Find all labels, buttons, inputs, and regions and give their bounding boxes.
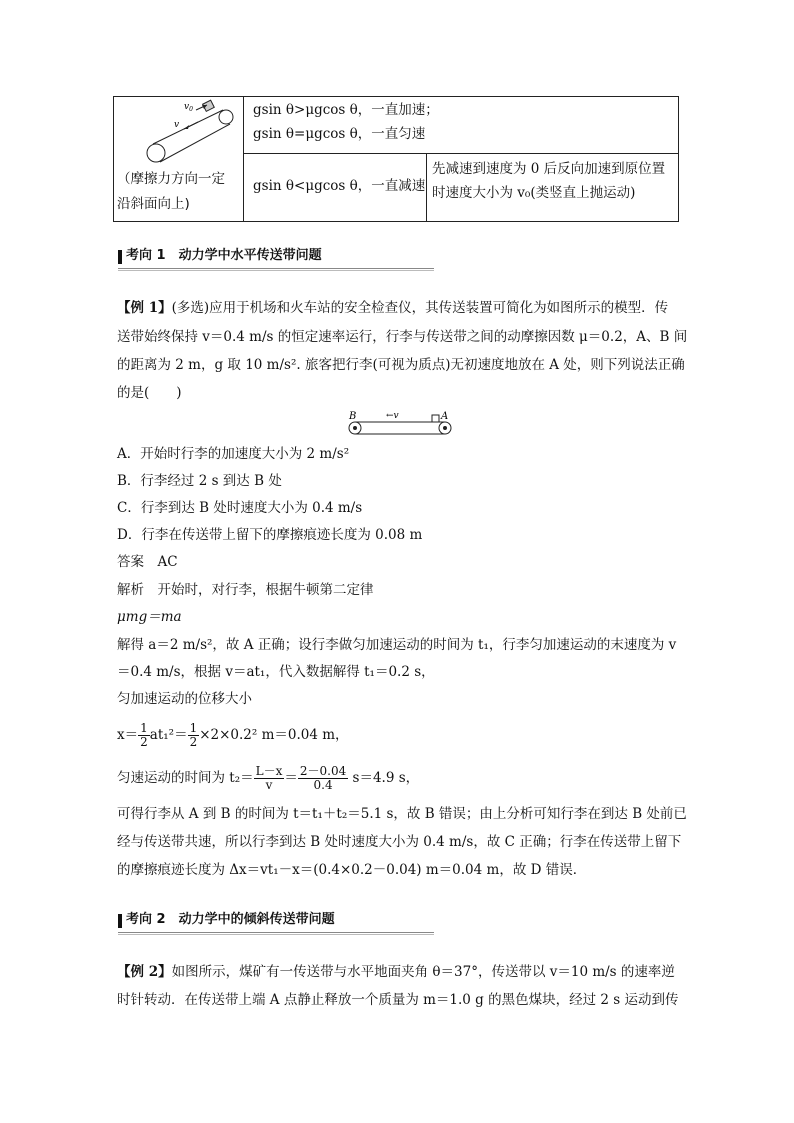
- fig-label-A: A: [441, 411, 449, 422]
- example1-line2: 送带始终保持 v＝0.4 m/s 的恒定速率运行，行李与传送带之间的动摩擦因数 μ＝0.2，A、B 间: [117, 329, 688, 345]
- conclusion-line2: 经与传送带共速，所以行李到达 B 处时速度大小为 0.4 m/s，故 C 正确；行李在传送带上留下: [117, 834, 682, 850]
- equation-x: x＝ $\frac{1}{2}$ at₁²＝ $\frac{1}{2}$ ×2×0.2² m＝0.04 m，: [117, 721, 349, 749]
- row1-condition: gsin θ>μgcos θ，一直加速； gsin θ=μgcos θ，一直匀速: [253, 102, 439, 142]
- fig-label-v: ←v: [386, 411, 399, 421]
- option-d: D．行李在传送带上留下的摩擦痕迹长度为 0.08 m: [117, 527, 423, 543]
- fig-v-label: v: [174, 120, 180, 130]
- fig-label-B: B: [349, 411, 357, 422]
- fig-v0-label: $v_0$: [184, 102, 193, 113]
- analysis-line3: 解得 a＝2 m/s²，故 A 正确；设行李做匀加速运动的时间为 t₁，行李匀加速运动的末速度为 v: [117, 637, 677, 653]
- left-caption: （摩擦力方向一定 沿斜面向上): [117, 171, 225, 212]
- analysis-line2: μmg＝ma: [117, 609, 182, 625]
- example2-line2: 时针转动．在传送带上端 A 点静止释放一个质量为 m＝1.0 g 的黑色煤块，经过 2 s 运动到传: [117, 992, 679, 1008]
- analysis-line5: 匀加速运动的位移大小: [117, 691, 252, 707]
- answer: 答案 AC: [117, 554, 178, 570]
- example2-label: 【例 2】: [117, 964, 172, 980]
- option-b: B．行李经过 2 s 到达 B 处: [117, 473, 282, 489]
- section-header-1: 考向 1 动力学中水平传送带问题: [118, 246, 434, 270]
- horizontal-belt-figure: [346, 408, 456, 438]
- section-header-2: 考向 2 动力学中的倾斜传送带问题: [118, 910, 434, 934]
- option-a: A．开始时行李的加速度大小为 2 m/s²: [117, 446, 350, 462]
- option-c: C．行李到达 B 处时速度大小为 0.4 m/s: [117, 500, 363, 516]
- example1-line3: 的距离为 2 m，g 取 10 m/s². 旅客把行李(可视为质点)无初速度地放在 A 处，则下列说法正确: [117, 357, 685, 373]
- inclined-belt-figure: [114, 97, 243, 165]
- equation-t2: 匀速运动的时间为 t₂＝ $\frac{L-x}{v}$ ＝ $\frac{2-0.04}{0.4}$ s＝4.9 s，: [117, 764, 420, 792]
- example2-line1: 【例 2】如图所示，煤矿有一传送带与水平地面夹角 θ＝37°，传送带以 v＝10 m/s 的速率逆: [117, 964, 675, 980]
- row2-condition: gsin θ<μgcos θ，一直减速: [253, 178, 426, 194]
- row2-result: 先减速到速度为 0 后反向加速到原位置 时速度大小为 v₀(类竖直上抛运动): [432, 161, 666, 201]
- analysis-line1: 解析 开始时，对行李，根据牛顿第二定律: [117, 582, 374, 598]
- example1-line1: 【例 1】(多选)应用于机场和火车站的安全检查仪，其传送装置可简化为如图所示的模型．传: [117, 300, 669, 316]
- analysis-line4: ＝0.4 m/s，根据 v＝at₁，代入数据解得 t₁＝0.2 s，: [117, 664, 435, 680]
- conclusion-line3: 的摩擦痕迹长度为 Δx＝vt₁－x＝(0.4×0.2－0.04) m＝0.04 m，故 D 错误．: [117, 862, 587, 878]
- conclusion-line1: 可得行李从 A 到 B 的时间为 t＝t₁＋t₂＝5.1 s，故 B 错误；由上分析可知行李在到达 B 处前已: [117, 806, 687, 822]
- example1-label: 【例 1】: [117, 300, 172, 316]
- example1-line4: 的是( ): [117, 385, 182, 401]
- conveyor-case-table: [113, 96, 679, 222]
